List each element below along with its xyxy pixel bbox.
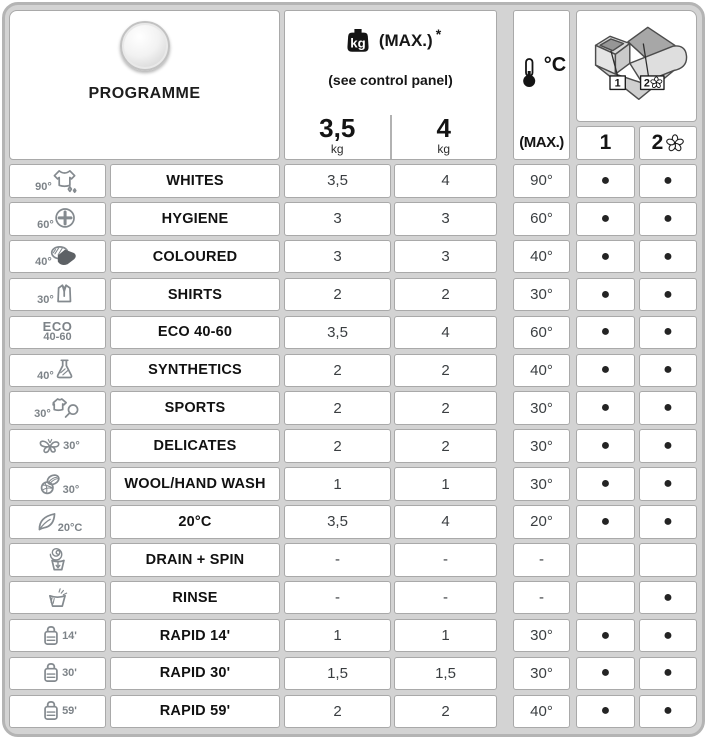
programme-knob-icon bbox=[120, 21, 170, 71]
max-temp-value: 30° bbox=[513, 391, 570, 425]
temperature-max-label: (MAX.) bbox=[519, 133, 564, 151]
load-4-value: - bbox=[394, 543, 497, 577]
compartment-2-dot: ● bbox=[639, 505, 697, 539]
compartment-2-dot: ● bbox=[639, 354, 697, 388]
programme-name: HYGIENE bbox=[110, 202, 280, 236]
compartment-1-dot: ● bbox=[576, 657, 635, 691]
dispenser-header-cell bbox=[576, 10, 697, 122]
table-row bbox=[9, 429, 697, 463]
programme-name: DELICATES bbox=[110, 429, 280, 463]
load-35-value: 3 bbox=[284, 240, 391, 274]
coloured-clothes-icon: 40° bbox=[9, 240, 106, 274]
programme-table bbox=[2, 2, 705, 737]
programme-header-cell bbox=[9, 10, 280, 160]
programme-header-label: PROGRAMME bbox=[88, 85, 201, 102]
load-4-value: 3 bbox=[394, 202, 497, 236]
max-temp-value: 40° bbox=[513, 240, 570, 274]
max-temp-value: 30° bbox=[513, 619, 570, 653]
compartment-1-dot bbox=[576, 543, 635, 577]
table-row bbox=[9, 467, 697, 501]
table-row bbox=[9, 278, 697, 312]
rapid-weight-icon: 59' bbox=[9, 695, 106, 729]
compartment-2-dot: ● bbox=[639, 164, 697, 198]
table-row bbox=[9, 581, 697, 615]
max-temp-value: 40° bbox=[513, 354, 570, 388]
max-temp-value: 60° bbox=[513, 316, 570, 350]
compartment-1-column-header: 1 bbox=[576, 126, 635, 160]
compartment-2-column-header: 2 bbox=[639, 126, 697, 160]
compartment-1-dot: ● bbox=[576, 240, 635, 274]
temperature-header-cell bbox=[513, 10, 570, 160]
detergent-drawer-icon bbox=[583, 16, 691, 116]
compartment-2-dot: ● bbox=[639, 657, 697, 691]
table-row bbox=[9, 695, 697, 729]
table-row bbox=[9, 391, 697, 425]
load-35-value: 1 bbox=[284, 619, 391, 653]
max-temp-value: 30° bbox=[513, 278, 570, 312]
programme-name: SHIRTS bbox=[110, 278, 280, 312]
table-row bbox=[9, 202, 697, 236]
capacity-35: 3,5 kg bbox=[319, 112, 356, 156]
rinse-basin-icon bbox=[9, 581, 106, 615]
compartment-2-dot bbox=[639, 543, 697, 577]
table-row bbox=[9, 619, 697, 653]
compartment-1-dot: ● bbox=[576, 467, 635, 501]
compartment-1-dot: ● bbox=[576, 278, 635, 312]
table-row bbox=[9, 505, 697, 539]
max-temp-value: - bbox=[513, 543, 570, 577]
load-35-value: 2 bbox=[284, 391, 391, 425]
max-temp-value: - bbox=[513, 581, 570, 615]
compartment-1-dot: ● bbox=[576, 202, 635, 236]
rapid-weight-icon: 14' bbox=[9, 619, 106, 653]
load-header-cell bbox=[284, 10, 497, 160]
compartment-1-dot: ● bbox=[576, 429, 635, 463]
programme-name: WOOL/HAND WASH bbox=[110, 467, 280, 501]
table-row bbox=[9, 543, 697, 577]
shirt-collar-icon: 30° bbox=[9, 278, 106, 312]
max-temp-value: 60° bbox=[513, 202, 570, 236]
compartment-1-dot: ● bbox=[576, 164, 635, 198]
load-35-value: 1 bbox=[284, 467, 391, 501]
rapid-weight-icon: 30' bbox=[9, 657, 106, 691]
load-35-value: 2 bbox=[284, 278, 391, 312]
programme-name: DRAIN + SPIN bbox=[110, 543, 280, 577]
programme-name: SPORTS bbox=[110, 391, 280, 425]
load-35-value: 1,5 bbox=[284, 657, 391, 691]
load-35-value: 2 bbox=[284, 354, 391, 388]
table-row bbox=[9, 164, 697, 198]
load-35-value: 2 bbox=[284, 429, 391, 463]
load-max-label: (MAX.) bbox=[378, 31, 433, 50]
max-temp-value: 90° bbox=[513, 164, 570, 198]
compartment-2-dot: ● bbox=[639, 391, 697, 425]
load-note: (see control panel) bbox=[328, 72, 453, 88]
load-asterisk: * bbox=[435, 26, 442, 42]
max-temp-value: 20° bbox=[513, 505, 570, 539]
load-35-value: - bbox=[284, 543, 391, 577]
kg-weight-icon bbox=[340, 23, 376, 59]
programme-name: 20°C bbox=[110, 505, 280, 539]
compartment-2-dot: ● bbox=[639, 695, 697, 729]
load-35-value: 3,5 bbox=[284, 164, 391, 198]
table-row bbox=[9, 354, 697, 388]
load-35-value: 3,5 bbox=[284, 505, 391, 539]
compartment-1-dot: ● bbox=[576, 505, 635, 539]
load-4-value: 4 bbox=[394, 316, 497, 350]
temperature-unit-label: °C bbox=[543, 53, 567, 76]
programme-name: COLOURED bbox=[110, 240, 280, 274]
load-35-value: - bbox=[284, 581, 391, 615]
max-temp-value: 30° bbox=[513, 467, 570, 501]
butterfly-icon: 30° bbox=[9, 429, 106, 463]
compartment-1-dot: ● bbox=[576, 391, 635, 425]
load-4-value: 2 bbox=[394, 391, 497, 425]
load-35-value: 3,5 bbox=[284, 316, 391, 350]
load-4-value: 1 bbox=[394, 467, 497, 501]
programme-name: RAPID 59' bbox=[110, 695, 280, 729]
svg-text:2: 2 bbox=[643, 77, 650, 90]
eco-text-icon: ECO 40-60 bbox=[9, 316, 106, 350]
compartment-1-dot: ● bbox=[576, 316, 635, 350]
max-temp-value: 40° bbox=[513, 695, 570, 729]
load-4-value: 2 bbox=[394, 354, 497, 388]
table-row bbox=[9, 657, 697, 691]
compartment-2-dot: ● bbox=[639, 316, 697, 350]
compartment-2-dot: ● bbox=[639, 467, 697, 501]
compartment-1-dot bbox=[576, 581, 635, 615]
programme-name: RAPID 30' bbox=[110, 657, 280, 691]
programme-name: SYNTHETICS bbox=[110, 354, 280, 388]
leaf-icon: 20°C bbox=[9, 505, 106, 539]
capacity-4: 4 kg bbox=[436, 112, 451, 156]
table-row bbox=[9, 240, 697, 274]
load-4-value: 2 bbox=[394, 695, 497, 729]
compartment-2-dot: ● bbox=[639, 202, 697, 236]
compartment-2-dot: ● bbox=[639, 581, 697, 615]
thermometer-icon bbox=[517, 55, 543, 89]
load-4-value: 1,5 bbox=[394, 657, 497, 691]
max-temp-value: 30° bbox=[513, 429, 570, 463]
table-header bbox=[9, 10, 697, 160]
hygiene-cross-icon: 60° bbox=[9, 202, 106, 236]
compartment-2-dot: ● bbox=[639, 619, 697, 653]
svg-text:kg: kg bbox=[350, 35, 366, 51]
flower-softener-icon bbox=[666, 134, 684, 152]
load-4-value: 3 bbox=[394, 240, 497, 274]
programme-name: RINSE bbox=[110, 581, 280, 615]
load-4-value: 4 bbox=[394, 164, 497, 198]
load-35-value: 2 bbox=[284, 695, 391, 729]
compartment-2-dot: ● bbox=[639, 278, 697, 312]
load-4-value: 4 bbox=[394, 505, 497, 539]
compartment-2-dot: ● bbox=[639, 429, 697, 463]
drain-spin-spiral-icon bbox=[9, 543, 106, 577]
programme-name: RAPID 14' bbox=[110, 619, 280, 653]
sports-shirt-racket-icon: 30° bbox=[9, 391, 106, 425]
flask-icon: 40° bbox=[9, 354, 106, 388]
compartment-2-dot: ● bbox=[639, 240, 697, 274]
table-row bbox=[9, 316, 697, 350]
compartment-1-dot: ● bbox=[576, 619, 635, 653]
programme-name: WHITES bbox=[110, 164, 280, 198]
load-4-value: 1 bbox=[394, 619, 497, 653]
programme-name: ECO 40-60 bbox=[110, 316, 280, 350]
max-temp-value: 30° bbox=[513, 657, 570, 691]
wool-yarn-icon: 30° bbox=[9, 467, 106, 501]
whites-shirt-icon: 90° bbox=[9, 164, 106, 198]
load-35-value: 3 bbox=[284, 202, 391, 236]
compartment-1-dot: ● bbox=[576, 354, 635, 388]
load-4-value: - bbox=[394, 581, 497, 615]
load-4-value: 2 bbox=[394, 429, 497, 463]
svg-text:1: 1 bbox=[614, 77, 621, 90]
load-4-value: 2 bbox=[394, 278, 497, 312]
compartment-1-dot: ● bbox=[576, 695, 635, 729]
